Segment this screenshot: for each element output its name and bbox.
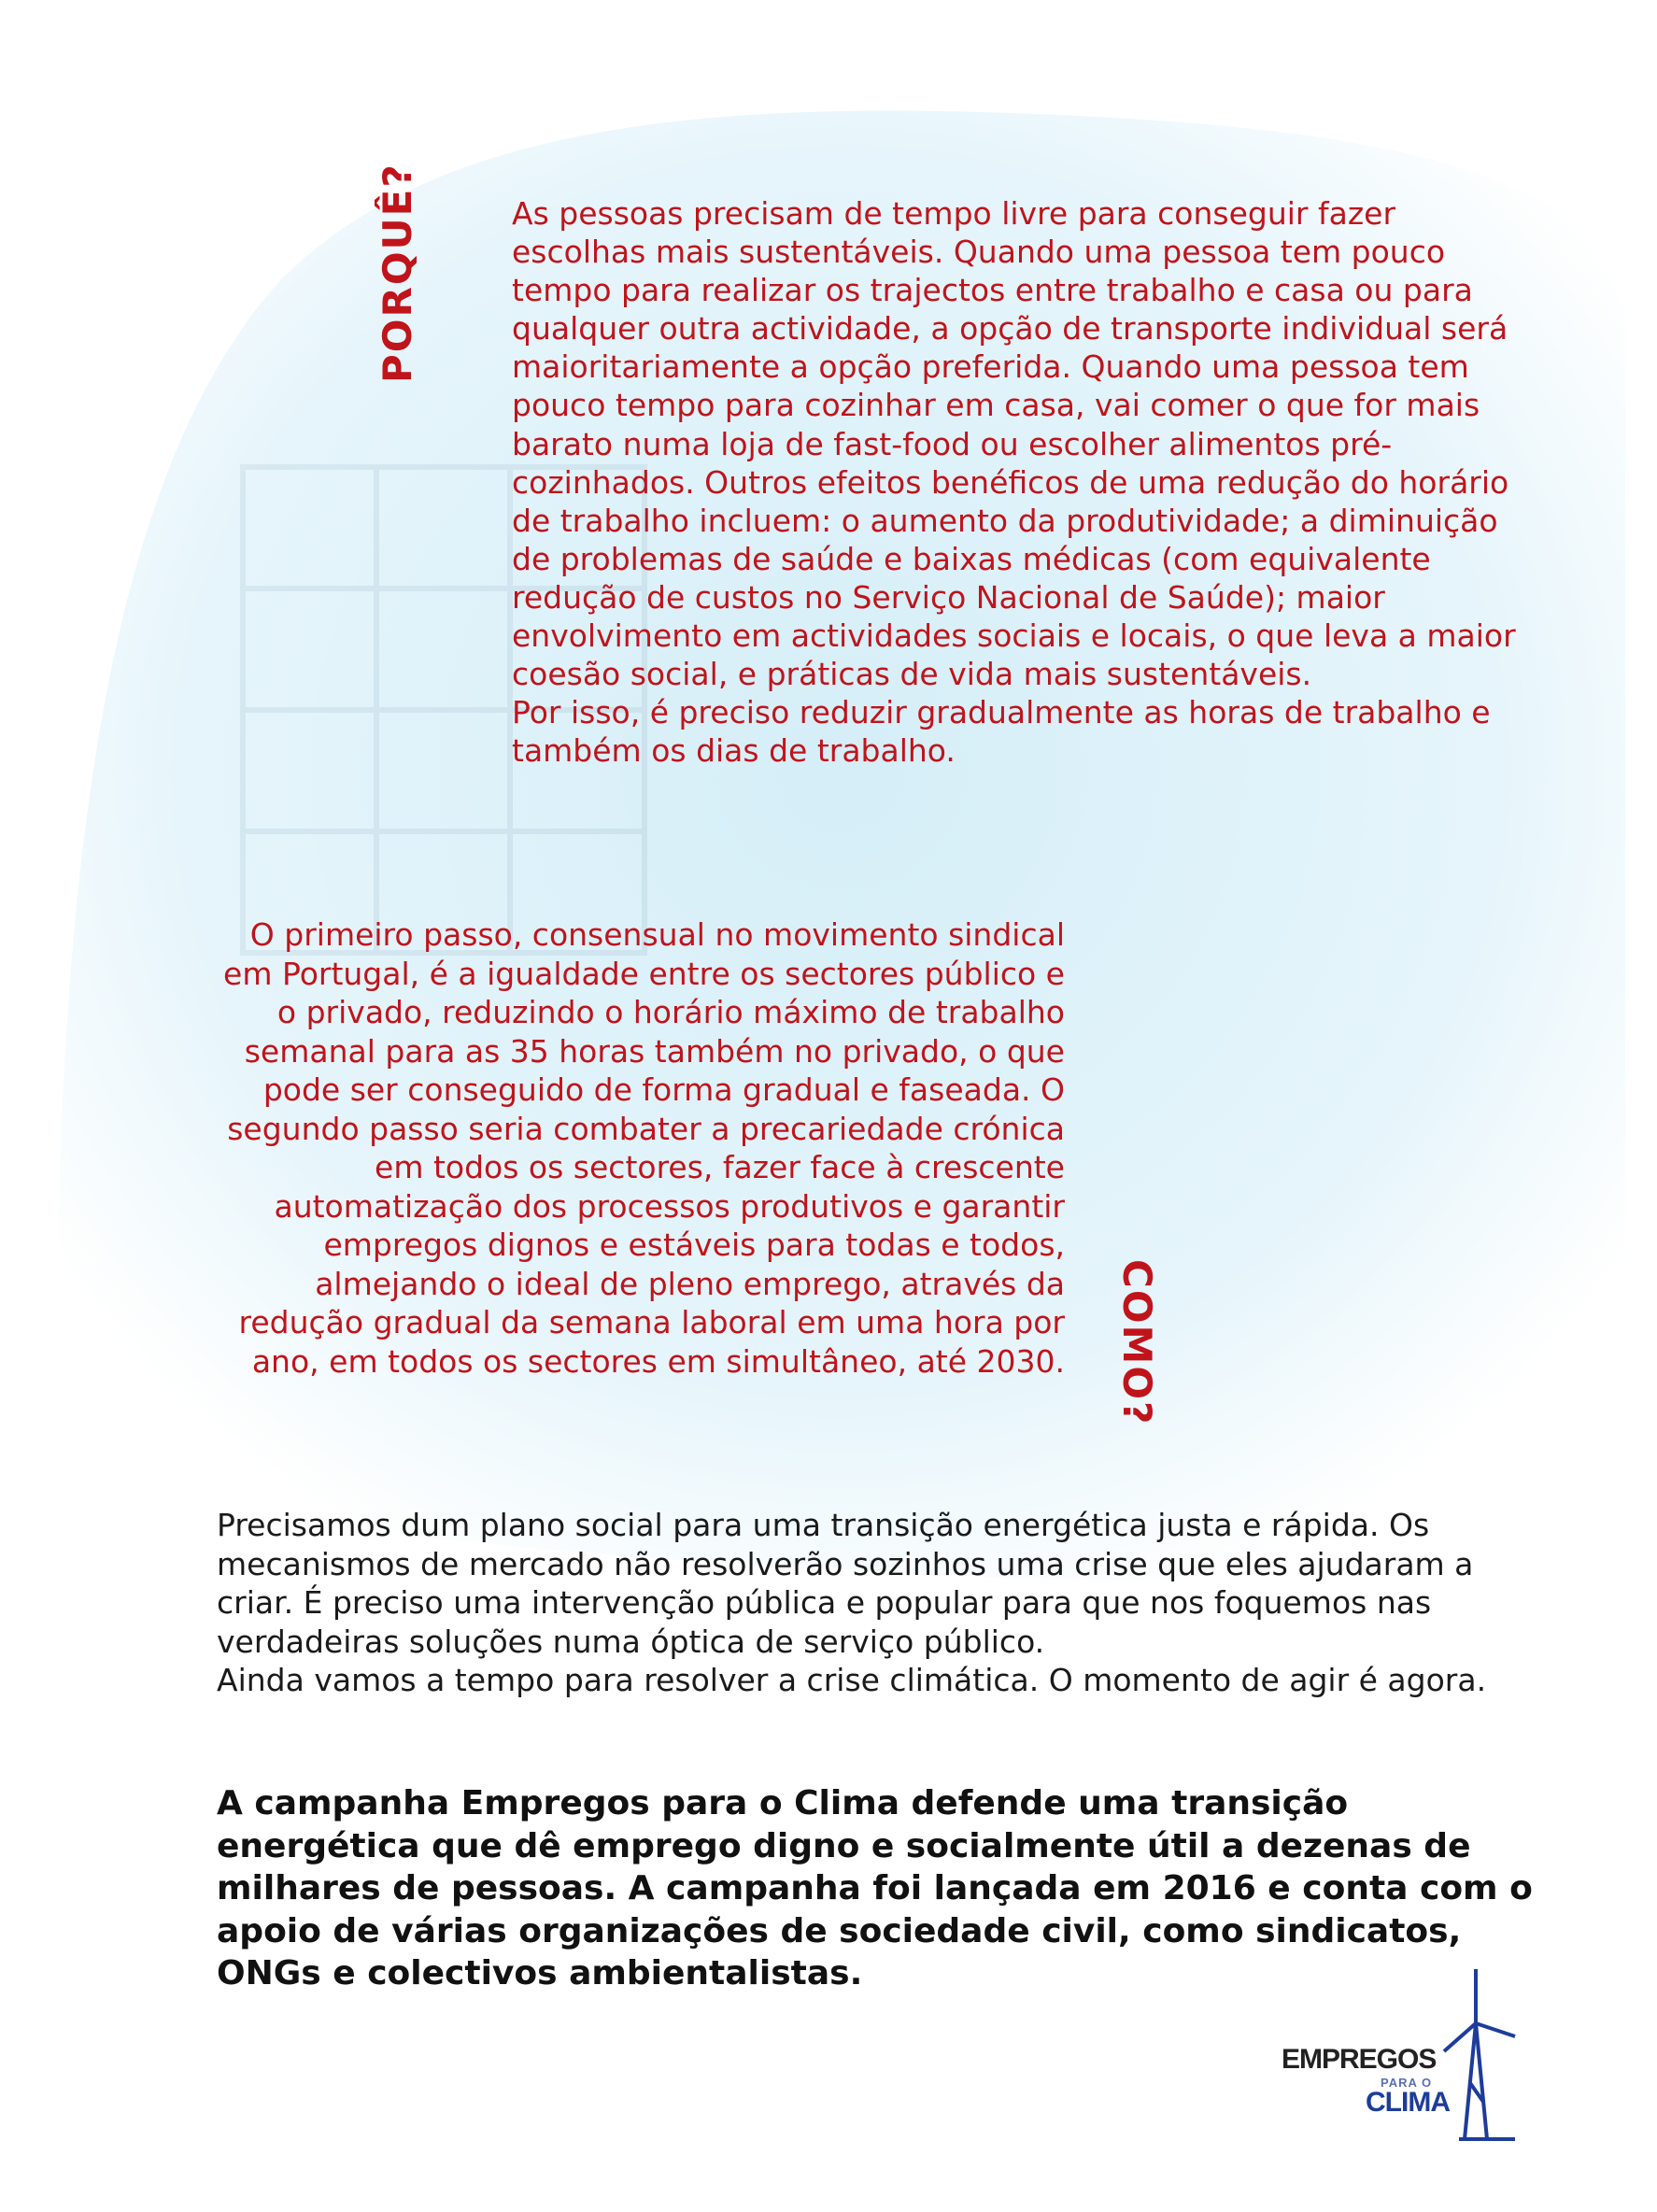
empregos-para-o-clima-logo: [1270, 1962, 1522, 2118]
porque-paragraph-1: As pessoas precisam de tempo livre para conseguir fazer escolhas mais sustentáveis. Quando uma pessoa tem pouco tempo para realizar os trajectos entre trabalho e casa ou para qualquer outra actividade, a opção de transporte individual será maioritariamente a opção preferida. Quando uma pessoa tem pouco tempo para cozinhar em casa, vai comer o que for mais barato numa loja de fast-food ou escolher alimentos pré-cozinhados. Outros efeitos benéficos de uma redução do horário de trabalho incluem: o aumento da produtividade; a diminuição de problemas de saúde e baixas médicas (com equivalente redução de custos no Serviço Nacional de Saúde); maior envolvimento em actividades sociais e locais, o que leva a maior coesão social, e práticas de vida mais sustentáveis.: [512, 195, 1516, 693]
logo-line-clima: CLIMA: [1366, 2087, 1450, 2118]
porque-heading: PORQUÊ?: [375, 163, 420, 383]
porque-body: [512, 194, 1521, 770]
como-body: [196, 915, 1065, 1381]
logo-line-empregos: EMPREGOS: [1282, 2044, 1437, 2075]
como-paragraph: O primeiro passo, consensual no movimento sindical em Portugal, é a igualdade entre os sectores público e o privado, reduzindo o horário máximo de trabalho semanal para as 35 horas também no privado, o que pode ser conseguido de forma gradual e faseada. O segundo passo seria combater a precariedade crónica em todos os sectores, fazer face à crescente automatização dos processos produtivos e garantir empregos dignos e estáveis para todas e todos, almejando o ideal de pleno emprego, através da redução gradual da semana laboral em uma hora por ano, em todos os sectores em simultâneo, até 2030.: [223, 916, 1065, 1380]
como-heading: COMO?: [1114, 1259, 1160, 1426]
closing-body: [217, 1506, 1524, 1700]
closing-paragraph-2: Ainda vamos a tempo para resolver a crise climática. O momento de agir é agora.: [217, 1662, 1487, 1698]
wind-turbine-icon: [1429, 1962, 1522, 2148]
logo-line-para: PARA O: [1381, 2076, 1433, 2090]
closing-paragraph-1: Precisamos dum plano social para uma transição energética justa e rápida. Os mecanismos de mercado não resolverão sozinhos uma crise que eles ajudaram a criar. É preciso uma intervenção pública e popular para que nos foquemos nas verdadeiras soluções numa óptica de serviço público.: [217, 1507, 1474, 1660]
campaign-statement: A campanha Empregos para o Clima defende uma transição energética que dê emprego digno e socialmente útil a dezenas de milhares de pessoas. A campanha foi lançada em 2016 e conta com o apoio de várias organizações de sociedade civil, como sindicatos, ONGs e colectivos ambientalistas.: [217, 1784, 1533, 1992]
porque-paragraph-2: Por isso, é preciso reduzir gradualmente as horas de trabalho e também os dias de trabalho.: [512, 694, 1491, 770]
